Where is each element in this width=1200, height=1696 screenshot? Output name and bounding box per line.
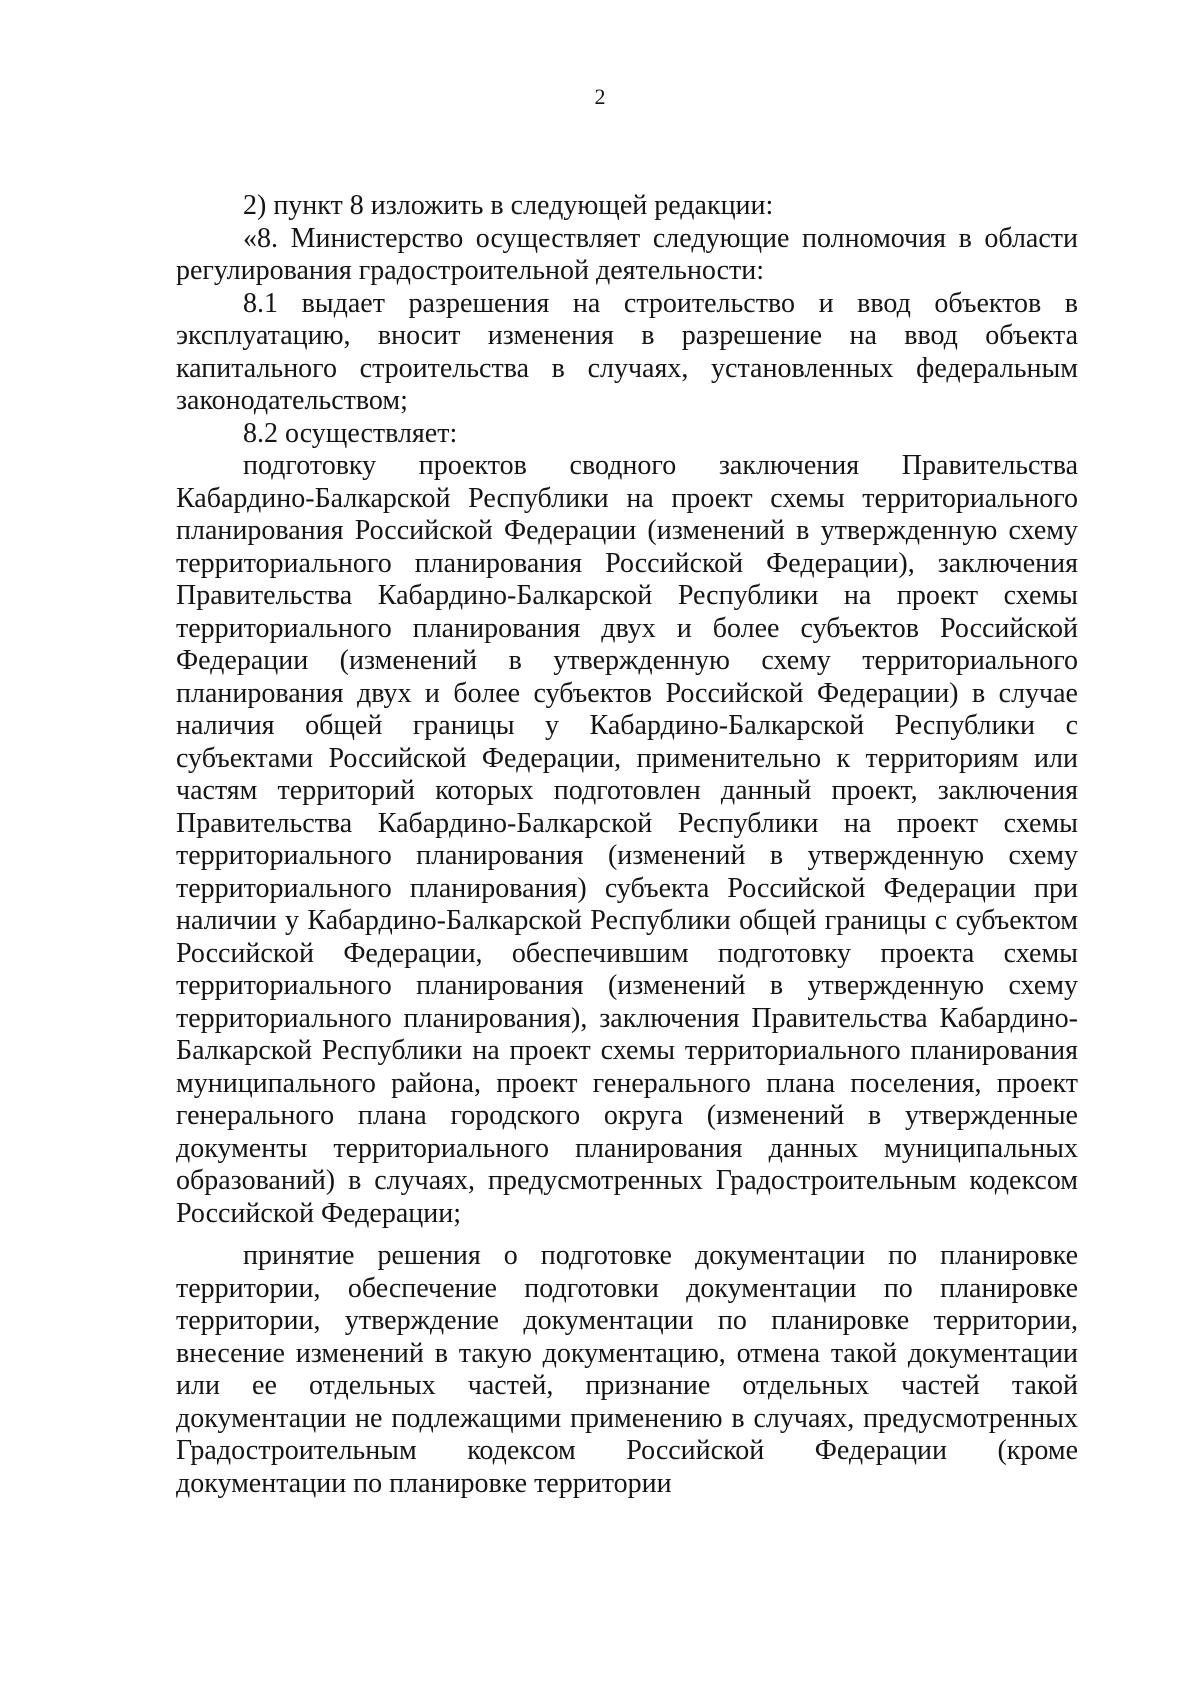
subpoint-8-2-planning-conclusions: подготовку проектов сводного заключения Правительства Кабардино-Балкарской Республики на проект схемы территориального планирования Российской Федерации (изменений в утвержденную схему территориального планирования Российской Федерации), заключения Правительства Кабардино-Балкарской Республики на проект схемы территориального планирования двух и более субъектов Российской Федерации (изменений в утвержденную схему территориального планирования двух и более субъектов Российской Федерации) в случае наличия общей границы у Кабардино-Балкарской Республики с субъектами Российской Федерации, применительно к территориям или частям территорий которых подготовлен данный проект, заключения Правительства Кабардино-Балкарской Республики на проект схемы территориального планирования (изменений в утвержденную схему территориального планирования) субъекта Российской Федерации при наличии у Кабардино-Балкарской Республики общей границы с субъектом Российской Федерации, обеспечившим подготовку проекта схемы территориального планирования (изменений в утвержденную схему территориального планирования), заключения Правительства Кабардино-Балкарской Республики на проект схемы территориального планирования муниципального района, проект генерального плана поселения, проект генерального плана городского округа (изменений в утвержденные документы территориального планирования данных муниципальных образований) в случаях, предусмотренных Градостроительным кодексом Российской Федерации; — [176, 450, 1078, 1229]
document-body — [176, 190, 1078, 1500]
subpoint-8-1: 8.1 выдает разрешения на строительство и ввод объектов в эксплуатацию, вносит изменения в разрешение на ввод объекта капитального строительства в случаях, установленных федеральным законодательством; — [176, 287, 1078, 416]
amendment-item-2: 2) пункт 8 изложить в следующей редакции: — [243, 190, 774, 221]
point-8-heading: «8. Министерство осуществляет следующие полномочия в области регулирования градостроительной деятельности: — [176, 222, 1078, 286]
subpoint-8-2-territory-planning-documentation: принятие решения о подготовке документации по планировке территории, обеспечение подготовки документации по планировке территории, утверждение документации по планировке территории, внесение изменений в такую документацию, отмена такой документации или ее отдельных частей, признание отдельных частей такой документации не подлежащими применению в случаях, предусмотренных Градостроительным кодексом Российской Федерации (кроме документации по планировке территории — [176, 1240, 1078, 1499]
subpoint-8-2-heading: 8.2 осуществляет: — [243, 417, 458, 449]
page-number: 2 — [594, 84, 606, 109]
